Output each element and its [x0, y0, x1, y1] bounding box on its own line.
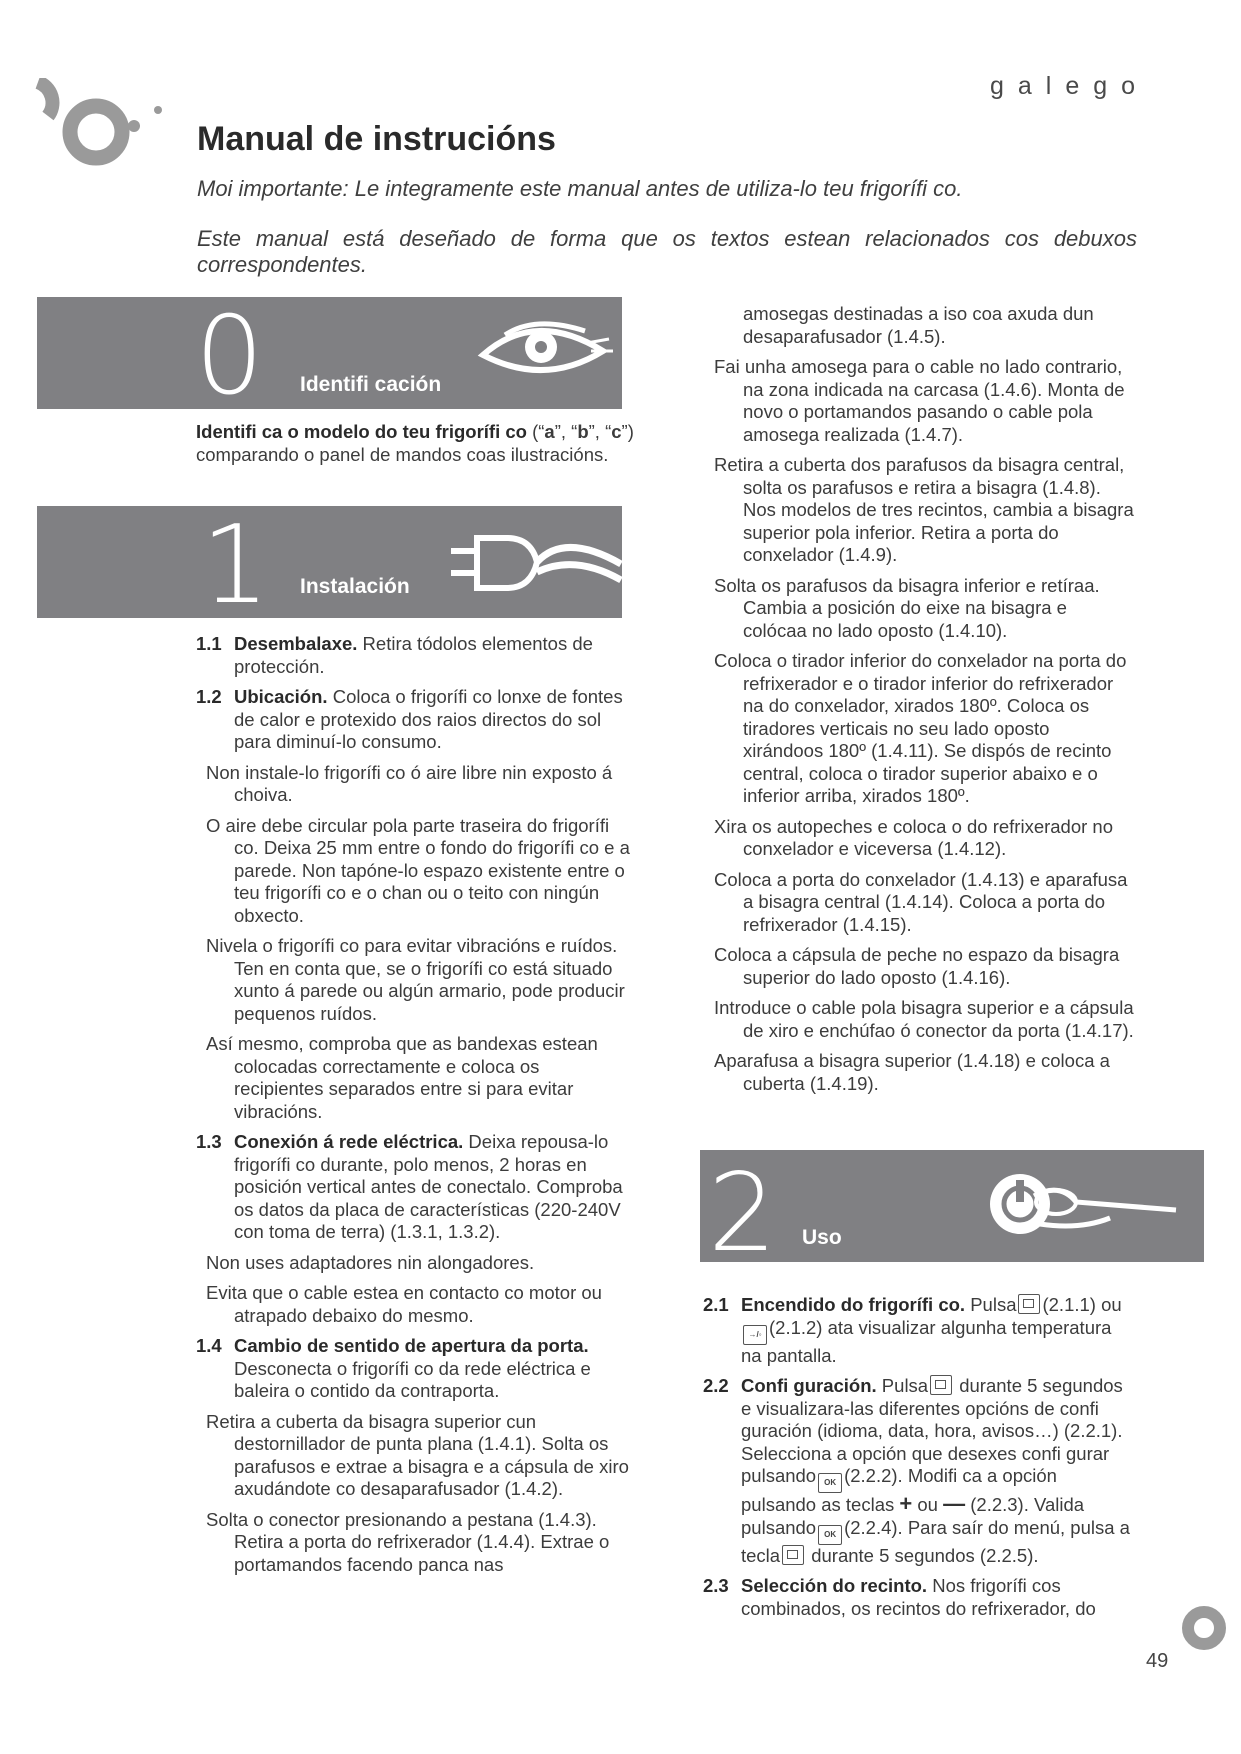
paragraph: Introduce o cable pola bisagra superior e a cápsula de xiro e enchúfao ó conector da porta (1.4.17).	[714, 997, 1134, 1041]
identification-lead: Identifi ca o modelo do teu frigorífi co	[196, 421, 527, 442]
ok-key-icon: OK	[818, 1525, 842, 1545]
left-column	[196, 421, 636, 474]
paragraph: Non uses adaptadores nin alongadores.	[206, 1251, 535, 1273]
section-2-header	[700, 1150, 1204, 1276]
item-body: Retira tódolos elementos de protección.	[234, 633, 593, 677]
item-number: 1.4	[196, 1335, 222, 1356]
eye-icon	[475, 317, 615, 387]
power-button-icon	[980, 1166, 1180, 1256]
section-number: 1	[201, 503, 270, 628]
paragraph: Coloca o tirador inferior do conxelador na porta do refrixerador e o tirador inferior do refrixerador na do conxelador, xirados 180º. Coloca os tiradores verticais no seu lado oposto xirándoos 180º (1.4.11). Se dispós de recinto central, coloca o tirador superior abaixo e o inferior arriba, xirados 180º.	[714, 650, 1127, 806]
quote: ”, “	[554, 421, 578, 442]
minus-key-icon: —	[943, 1491, 966, 1516]
identification-text	[196, 421, 636, 466]
use-column	[703, 1294, 1135, 1628]
item-body: (2.1.2) ata visualizar algunha temperatura na pantalla.	[741, 1316, 1112, 1366]
item-title: Cambio de sentido de apertura da porta.	[234, 1335, 589, 1356]
display-key-icon	[1018, 1294, 1040, 1314]
section-number: 2	[708, 1151, 777, 1276]
quote: (“	[526, 421, 545, 442]
item-2-1	[703, 1294, 1135, 1367]
item-1-3	[196, 1131, 634, 1244]
item-number: 1.1	[196, 633, 222, 654]
paragraph: Evita que o cable estea en contacto co motor ou atrapado debaixo do mesmo.	[206, 1282, 602, 1326]
paragraph: Coloca a cápsula de peche no espazo da bisagra superior do lado oposto (1.4.16).	[714, 944, 1120, 988]
language-label: galego	[990, 72, 1150, 100]
page-title: Manual de instrucións	[197, 120, 556, 158]
brand-logo	[30, 78, 170, 178]
item-title: Ubicación.	[234, 686, 328, 707]
paragraph: Xira os autopeches e coloca o do refrixerador no conxelador e viceversa (1.4.12).	[714, 815, 1114, 859]
model-b: b	[577, 421, 589, 442]
item-body: Deixa repousa-lo frigorífi co durante, polo menos, 2 horas en posición vertical antes de conectalo. Comproba os datos da placa de características (220-240V con toma de terra) (1.3.1, 1.3.2).	[234, 1131, 623, 1242]
paragraph: O aire debe circular pola parte traseira do frigorífi co. Deixa 25 mm entre o fondo do frigorífi co e a parede. Non tapóne-lo espazo existente entre o teu frigorífi co e o chan ou o teito con ningún obxecto.	[206, 814, 630, 926]
item-body: (2.2.4). Para saír do menú, pulsa a tecla	[741, 1516, 1130, 1566]
item-number: 2.3	[703, 1575, 729, 1596]
item-number: 2.1	[703, 1294, 729, 1315]
model-a: a	[544, 421, 555, 442]
item-1-4	[196, 1335, 634, 1403]
paragraph: Nivela o frigorífi co para evitar vibracións e ruídos. Ten en conta que, se o frigorífi co está situado xunto á parede ou algún armario, pode producir pequenos ruídos.	[206, 935, 625, 1024]
section-1-header	[37, 503, 622, 628]
item-1-2	[196, 686, 634, 754]
intro-important: Moi importante: Le integramente este manual antes de utiliza-lo teu frigorífi co.	[197, 176, 963, 201]
item-number: 2.2	[703, 1375, 729, 1396]
plug-icon	[445, 524, 625, 604]
item-title: Conexión á rede eléctrica.	[234, 1131, 464, 1152]
section-label: Identifi cación	[300, 373, 442, 396]
paragraph: Retira a cuberta da bisagra superior cun destornillador de punta plana (1.4.1). Solta os parafusos e extrae a bisagra e a cápsula de xiro axudándote co desaparafusador (1.4.2).	[206, 1410, 629, 1499]
intro-note: Este manual está deseñado de forma que os textos estean relacionados cos debuxos correspondentes.	[197, 226, 1137, 277]
paragraph: Solta o conector presionando a pestana (1.4.3). Retira a porta do refrixerador (1.4.4). Extrae o portamandos facendo panca nas	[206, 1508, 610, 1575]
section-0-header	[37, 294, 622, 419]
model-c: c	[611, 421, 622, 442]
item-number: 1.3	[196, 1131, 222, 1152]
page-number: 49	[1146, 1650, 1169, 1672]
item-body: durante 5 segundos e visualizara-las diferentes opcións de confi guración (idioma, data, hora, avisos…) (2.2.1). Selecciona a opción que desexes confi gurar pulsando	[741, 1375, 1123, 1486]
item-body: durante 5 segundos (2.2.5).	[806, 1544, 1039, 1566]
item-body: Nos frigorífi cos combinados, os recintos do refrixerador, do	[741, 1575, 1096, 1619]
item-2-2	[703, 1375, 1135, 1567]
paragraph: Coloca a porta do conxelador (1.4.13) e aparafusa a bisagra central (1.4.14). Coloca a porta do refrixerador (1.4.15).	[714, 868, 1128, 935]
display-key-icon	[782, 1545, 804, 1565]
item-title: Encendido do frigorífi co.	[741, 1294, 966, 1315]
item-1-1	[196, 633, 634, 678]
item-body: ou	[912, 1494, 938, 1515]
ok-key-icon: OK	[818, 1473, 842, 1493]
paragraph: amosegas destinadas a iso coa axuda dun desaparafusador (1.4.5).	[743, 303, 1094, 347]
corner-logo-mark	[1174, 1598, 1234, 1658]
item-body: Coloca o frigorífi co lonxe de fontes de calor e protexido dos raios directos do sol para diminuí-lo consumo.	[234, 686, 623, 752]
plus-key-icon: +	[899, 1491, 913, 1516]
paragraph: Solta os parafusos da bisagra inferior e retíraa. Cambia a posición do eixe na bisagra e colócaa no lado oposto (1.4.10).	[714, 574, 1100, 641]
identification-rest: ”) comparando o panel de mandos coas ilustracións.	[196, 421, 634, 465]
installation-column	[196, 633, 634, 1584]
on-off-key-icon: →/◦	[743, 1325, 767, 1345]
paragraph: Non instale-lo frigorífi co ó aire libre nin exposto á choiva.	[206, 761, 613, 805]
item-2-3	[703, 1575, 1135, 1620]
item-body: (2.2.2). Modifi ca a opción pulsando as teclas	[741, 1465, 1057, 1515]
item-title: Selección do recinto.	[741, 1575, 928, 1596]
paragraph: Así mesmo, comproba que as bandexas estean colocadas correctamente e coloca os recipientes separados entre si para evitar vibracións.	[206, 1033, 598, 1122]
display-key-icon	[930, 1375, 952, 1395]
paragraph: Retira a cuberta dos parafusos da bisagra central, solta os parafusos e retira a bisagra (1.4.8). Nos modelos de tres recintos, cambia a bisagra superior pola inferior. Retira a porta do conxelador (1.4.9).	[714, 454, 1134, 565]
right-column	[714, 303, 1134, 1103]
item-body: (2.2.3). Valida pulsando	[741, 1494, 1085, 1538]
section-label: Uso	[802, 1226, 842, 1249]
paragraph: Aparafusa a bisagra superior (1.4.18) e coloca a cuberta (1.4.19).	[714, 1050, 1110, 1094]
item-title: Desembalaxe.	[234, 633, 358, 654]
item-body: Desconecta o frigorífi co da rede eléctrica e baleira o contido da contraporta.	[234, 1357, 591, 1401]
paragraph: Fai unha amosega para o cable no lado contrario, na zona indicada na carcasa (1.4.6). Monta de novo o portamandos pasando o cable pola amosega realizada (1.4.7).	[714, 356, 1125, 445]
item-body: (2.1.1) ou	[1042, 1294, 1122, 1315]
item-title: Confi guración.	[741, 1375, 877, 1396]
item-body: Pulsa	[965, 1294, 1017, 1315]
section-number: 0	[195, 294, 264, 419]
item-number: 1.2	[196, 686, 222, 707]
item-body: Pulsa	[876, 1375, 929, 1396]
section-label: Instalación	[300, 575, 410, 598]
quote: ”, “	[588, 421, 612, 442]
